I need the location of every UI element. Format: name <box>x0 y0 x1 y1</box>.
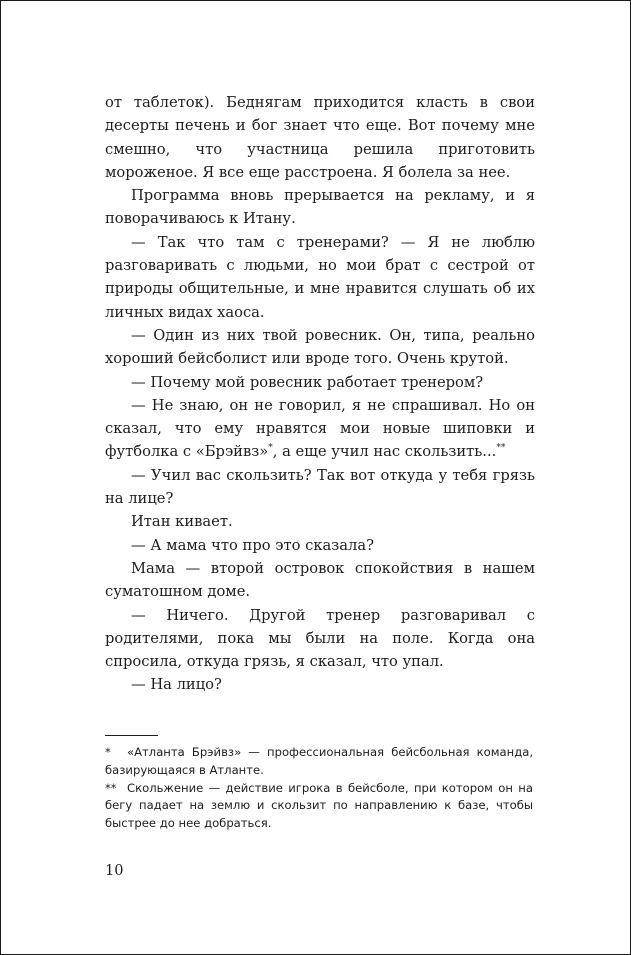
footnotes <box>105 744 533 833</box>
footnote-text: «Атланта Брэйвз» — профессиональная бейсбольная команда, базирующаяся в Атланте. <box>105 745 533 777</box>
paragraph: Мама — второй островок спокойствия в нашем суматошном доме. <box>105 559 535 601</box>
footnote-marker: * <box>105 745 111 759</box>
footnote <box>105 780 533 833</box>
footnote-mark: * <box>268 443 273 454</box>
page-number: 10 <box>105 863 124 879</box>
footnote-marker: ** <box>105 780 117 795</box>
paragraph: от таблеток). Беднягам приходится класть в свои десерты печень и бог знает что еще. Вот почему мне смешно, что участница решила приготовить мороженое. Я все еще расстроена. Я болела за нее. <box>105 94 535 181</box>
paragraph: — Учил вас скользить? Так вот откуда у тебя грязь на лице? <box>105 466 535 508</box>
paragraph: — А мама что про это сказала? <box>131 536 374 554</box>
paragraph: — Один из них твой ровесник. Он, типа, реально хороший бейсболист или вроде того. Очень крутой. <box>105 326 535 368</box>
paragraph: Итан кивает. <box>131 513 233 531</box>
footnote-mark: ** <box>496 443 506 454</box>
paragraph: Программа вновь прерывается на рекламу, и я поворачиваюсь к Итану. <box>105 187 535 228</box>
footnote-divider <box>105 735 158 736</box>
paragraph-text: — Не знаю, он не говорил, я не спрашивал. Но он сказал, что ему нравятся мои новые шиповки и футболка с «Брэйвз» <box>105 396 535 461</box>
footnote-text: Скольжение — действие игрока в бейсболе, при котором он на бегу падает на землю и скользит по направлению к базе, чтобы быстрее до нее добраться. <box>105 780 533 831</box>
paragraph: — Так что там с тренерами? — Я не люблю разговаривать с людьми, но мои брат с сестрой от природы общительные, и мне нравится слушать об их личных видах хаоса. <box>105 233 535 321</box>
paragraph-text: , а еще учил нас скользить... <box>272 443 497 461</box>
footnote <box>105 744 533 780</box>
paragraph-with-footnote-marks <box>105 394 535 464</box>
paragraph: — Почему мой ровесник работает тренером? <box>131 373 484 391</box>
paragraph: — На лицо? <box>131 676 222 694</box>
paragraph: — Ничего. Другой тренер разговаривал с родителями, пока мы были на поле. Когда она спросила, откуда грязь, я сказал, что упал. <box>105 606 535 671</box>
body-text <box>105 91 535 697</box>
